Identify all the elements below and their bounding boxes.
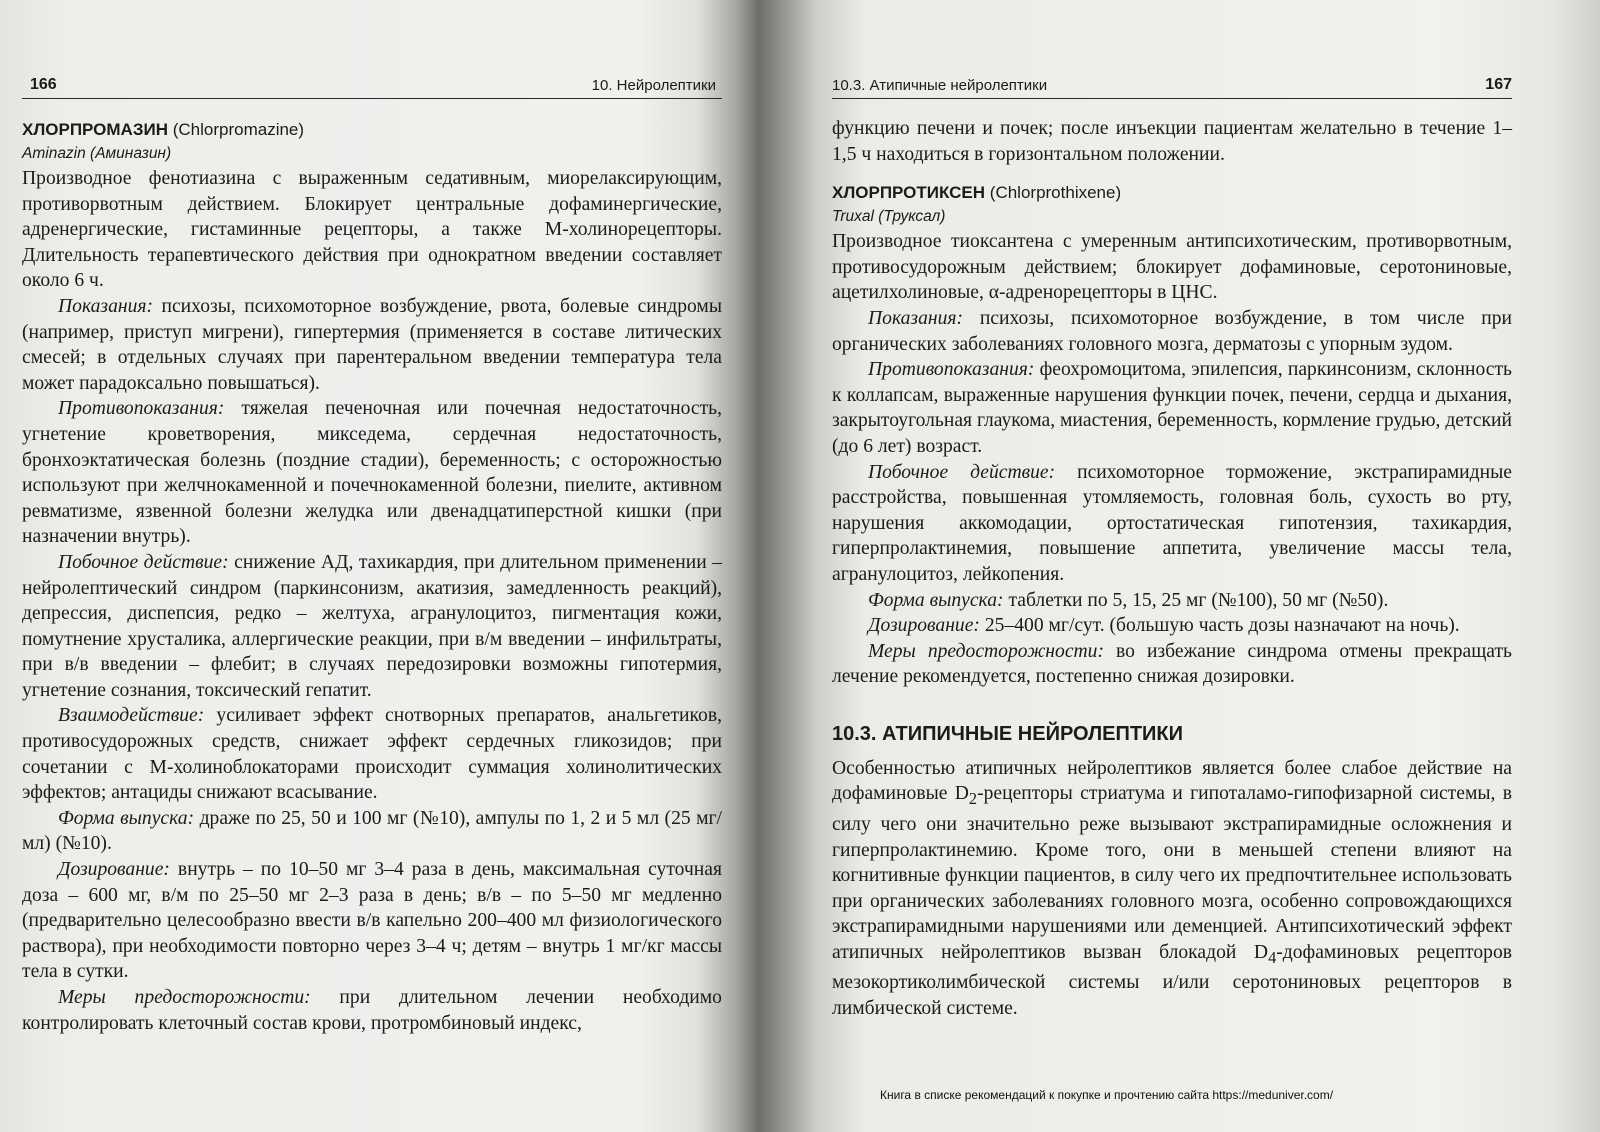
- right-page-number: 167: [1485, 76, 1512, 93]
- indications-paragraph: [832, 306, 1512, 357]
- dosage-text: 25–400 мг/сут. (большую часть дозы назначают на ночь).: [979, 615, 1460, 637]
- indications-paragraph: [22, 294, 722, 396]
- dosage-text: внутрь – по 10–50 мг 3–4 раза в день, максимальная суточная доза – 600 мг, в/м по 25–50 мг 2–3 раза в день; в/в – по 5–50 мг медленно (предварительно целесообразно ввести в/в капельно 200–400 мл физиологического раствора), при необходимости повторно через 3–4 ч; детям – внутрь 1 мг/кг массы тела в сутки.: [22, 859, 722, 983]
- release-form-paragraph: [832, 588, 1512, 614]
- contraindications-label: Противопоказания:: [58, 398, 225, 420]
- contraindications-paragraph: [22, 396, 722, 550]
- left-running-title: 10. Нейролептики: [591, 77, 716, 94]
- interaction-text: усиливает эффект снотворных препаратов, анальгетиков, противосудорожных средств, снижает эффект сердечных гликозидов; при сочетании с М-холиноблокаторами происходит суммация холинолитических эффектов; антациды снижают всасывание.: [22, 705, 722, 804]
- contraindications-paragraph: [832, 357, 1512, 459]
- side-effects-paragraph: [22, 550, 722, 704]
- dosage-paragraph: [22, 857, 722, 985]
- precautions-label: Меры предосторожности:: [58, 987, 311, 1008]
- left-page: [22, 0, 722, 1132]
- precautions-text: при длительном лечении необходимо контролировать клеточный состав крови, протромбиновый индекс,: [22, 987, 722, 1034]
- right-running-head: [832, 72, 1512, 99]
- drug-latin-name: (Chlorpromazine): [172, 120, 305, 139]
- precautions-text: во избежание синдрома отмены прекращать лечение рекомендуется, постепенно снижая дозировки.: [832, 640, 1512, 688]
- side-effects-label: Побочное действие:: [58, 551, 229, 573]
- indications-label: Показания:: [868, 307, 964, 329]
- section-text-part-2: -рецепторы стриатума и гипоталамо-гипофизарной системы, в силу чего они значительно реже вызывают экстрапирамидные осложнения и гиперпролактинемию. Кроме того, они в меньшей степени влияют на когнитивные функции пациентов, в силу чего их предпочтительнее использовать при органических заболеваниях головного мозга, особенно сопровождающихся экстрапирамидными нарушениями или деменцией. Антипсихотический эффект атипичных нейролептиков вызван блокадой D: [832, 783, 1512, 963]
- section-heading: 10.3. АТИПИЧНЫЕ НЕЙРОЛЕПТИКИ: [832, 722, 1184, 745]
- footer-note: Книга в списке рекомендаций к покупке и прочтению сайта https://meduniver.com/: [880, 1088, 1334, 1102]
- release-form-paragraph: [22, 806, 722, 857]
- subscript-d4: 4: [1268, 947, 1277, 967]
- right-page-body: [832, 116, 1512, 1022]
- dosage-label: Дозирование:: [868, 615, 980, 637]
- precautions-label: Меры предосторожности:: [868, 640, 1104, 662]
- drug-description: Производное тиоксантена с умеренным антипсихотическим, противорвотным, противосудорожным действием; блокирует дофаминовые, серотониновые, ацетилхолиновые, α-адренорецепторы в ЦНС.: [832, 231, 1512, 304]
- interaction-label: Взаимодействие:: [58, 705, 205, 727]
- contraindications-text: тяжелая печеночная или почечная недостаточность, угнетение кроветворения, микседема, сердечная недостаточность, бронхоэктатическая болезнь (поздние стадии), беременность; с осторожностью используют при желчнокаменной и почечнокаменной болезни, пиелите, активном ревматизме, язвенной болезни желудка или двенадцатиперстной кишки (при назначении внутрь).: [22, 398, 722, 548]
- brand-name: Truxal (Труксал): [832, 208, 946, 226]
- section-intro-paragraph: [832, 756, 1512, 1022]
- indications-text: психозы, психомоторное возбуждение, в том числе при органических заболеваниях головного мозга, дерматозы с упорным зудом.: [832, 307, 1512, 355]
- left-page-number: 166: [30, 76, 57, 93]
- interaction-paragraph: [22, 703, 722, 805]
- drug-heading-chlorpromazine: [22, 118, 722, 142]
- right-page: [832, 0, 1512, 1132]
- dosage-label: Дозирование:: [58, 859, 170, 881]
- release-form-label: Форма выпуска:: [58, 807, 195, 829]
- drug-latin-name: (Chlorprothixene): [989, 183, 1122, 203]
- drug-title: ХЛОРПРОМАЗИН: [22, 120, 168, 139]
- drug-title: ХЛОРПРОТИКСЕН: [832, 183, 986, 203]
- contraindications-label: Противопоказания:: [868, 359, 1035, 381]
- drug-heading-chlorprothixene: [832, 181, 1512, 205]
- release-form-text: таблетки по 5, 15, 25 мг (№100), 50 мг (№50).: [1003, 589, 1389, 611]
- right-running-title: 10.3. Атипичные нейролептики: [832, 77, 1048, 94]
- indications-text: психозы, психомоторное возбуждение, рвота, болевые синдромы (например, приступ мигрени), гипертермия (применяется в составе литических смесей; в отдельных случаях при парентеральном введении температура тела может парадоксально повышаться).: [22, 295, 722, 394]
- release-form-text: драже по 25, 50 и 100 мг (№10), ампулы по 1, 2 и 5 мл (25 мг/мл) (№10).: [22, 807, 722, 855]
- release-form-label: Форма выпуска:: [868, 589, 1004, 611]
- indications-label: Показания:: [58, 295, 154, 317]
- left-running-head: [22, 72, 722, 99]
- left-page-body: [22, 118, 722, 1036]
- side-effects-paragraph: [832, 460, 1512, 588]
- side-effects-text: психомоторное торможение, экстрапирамидные расстройства, повышенная утомляемость, головная боль, сухость во рту, нарушения аккомодации, ортостатическая гипотензия, тахикардия, гиперпролактинемия, повышение аппетита, увеличение массы тела, агранулоцитоз, лейкопения.: [832, 461, 1512, 585]
- continuation-paragraph: функцию печени и почек; после инъекции пациентам желательно в течение 1–1,5 ч находиться в горизонтальном положении.: [832, 118, 1512, 165]
- side-effects-text: снижение АД, тахикардия, при длительном применении – нейролептический синдром (паркинсонизм, акатизия, замедленность реакций), депрессия, диспепсия, редко – желтуха, агранулоцитоз, пигментация кожи, помутнение хрусталика, аллергические реакции, при в/м введении – инфильтраты, при в/в введении – флебит; в случаях передозировки возможны гипотермия, угнетение сознания, токсический гепатит.: [22, 551, 722, 701]
- side-effects-label: Побочное действие:: [868, 461, 1056, 483]
- dosage-paragraph: [832, 613, 1512, 639]
- subscript-d2: 2: [968, 789, 978, 809]
- contraindications-text: феохромоцитома, эпилепсия, паркинсонизм, склонность к коллапсам, выраженные нарушения функции почек, печени, сердца и дыхания, закрытоугольная глаукома, миастения, беременность, кормление грудью, детский (до 6 лет) возраст.: [832, 359, 1512, 457]
- precautions-paragraph: [22, 985, 722, 1036]
- brand-name: Aminazin (Аминазин): [22, 145, 172, 162]
- section-text-part-1: Особенностью атипичных нейролептиков является более слабое действие на дофаминовые D: [832, 757, 1512, 805]
- precautions-paragraph: [832, 639, 1512, 690]
- section-text-part-3: -дофаминовых рецепторов мезокортиколимбической системы и/или серотониновых рецепторов в лимбической системе.: [832, 941, 1512, 1020]
- drug-description: Производное фенотиазина с выраженным седативным, миорелаксирующим, противорвотным действием. Блокирует центральные дофаминергические, адренергические, гистаминные рецепторы, а также М-холинорецепторы. Длительность терапевтического действия при однократном введении составляет около 6 ч.: [22, 168, 722, 292]
